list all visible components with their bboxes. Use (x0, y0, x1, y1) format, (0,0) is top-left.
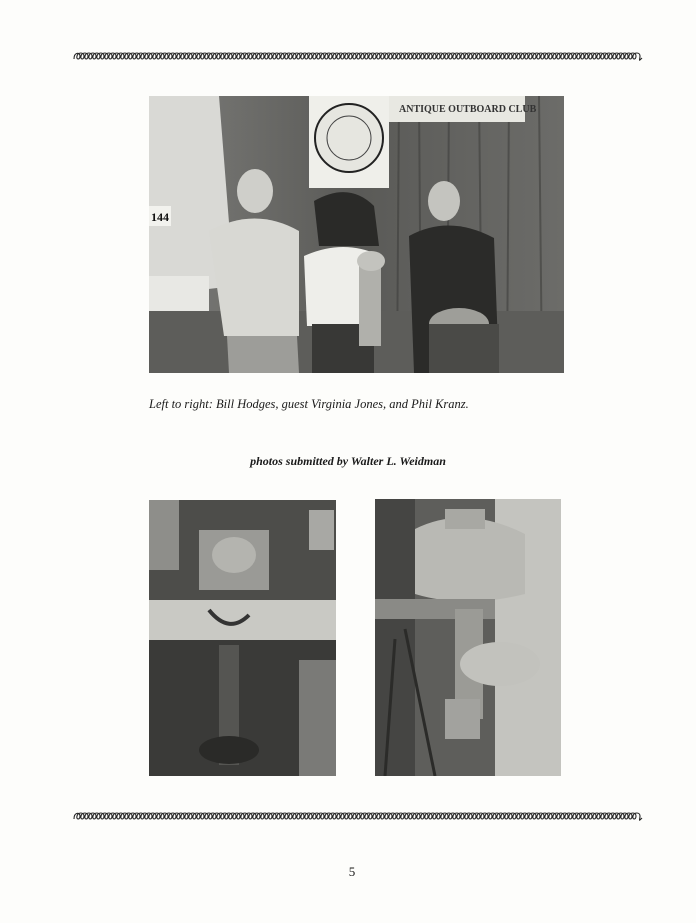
page-number: 5 (348, 864, 356, 879)
club-banner: ANTIQUE OUTBOARD CLUB (399, 104, 537, 115)
boat-number: 144 (151, 210, 169, 224)
photo-outboard-motor-right (375, 499, 561, 776)
decorative-border-bottom (72, 810, 644, 826)
decorative-border-top (72, 50, 644, 66)
photo-caption: Left to right: Bill Hodges, guest Virginia Jones, and Phil Kranz. (149, 397, 469, 411)
photo-outboard-motor-left (149, 500, 336, 776)
photo-credit: photos submitted by Walter L. Weidman (250, 454, 446, 468)
photo-club-members (149, 96, 564, 373)
